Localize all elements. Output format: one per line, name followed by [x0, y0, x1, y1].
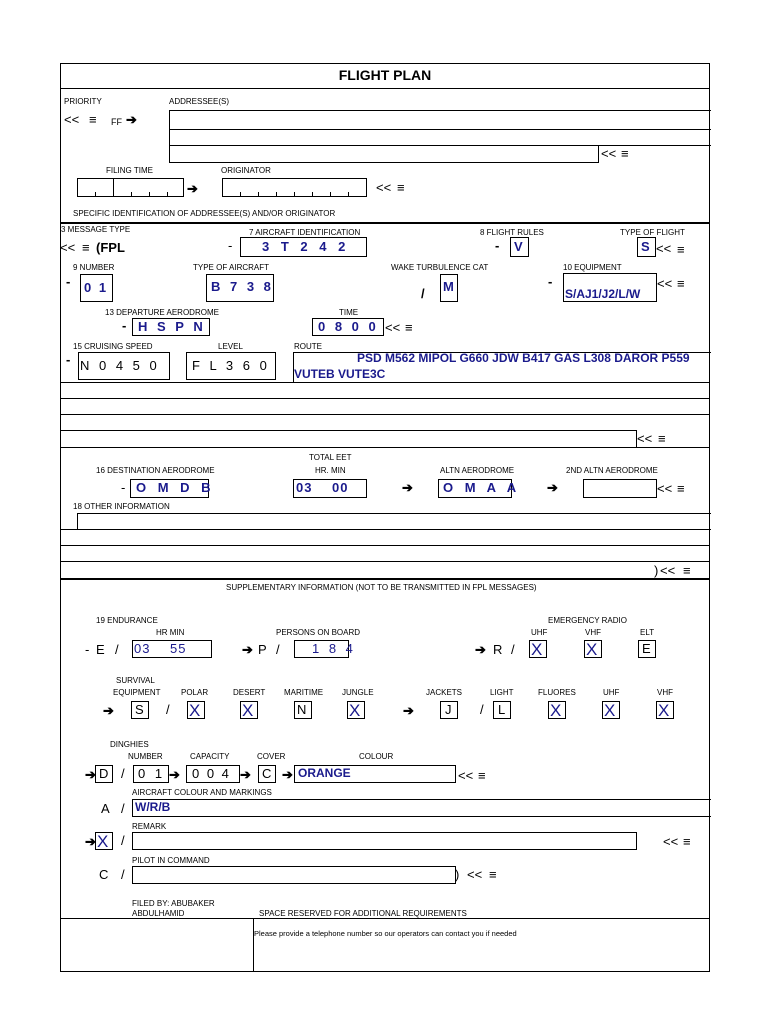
vhf-label: VHF [585, 628, 601, 637]
aircraft-colour-label: AIRCRAFT COLOUR AND MARKINGS [132, 788, 272, 797]
maritime-label: MARITIME [284, 688, 324, 697]
dash-symbol: - [66, 352, 71, 367]
divider [60, 529, 710, 530]
arrow-icon: ➔ [282, 767, 293, 782]
dinghies-label: DINGHIES [110, 740, 149, 749]
eq-symbol: ≡ [677, 481, 685, 496]
remark-field[interactable] [132, 832, 637, 850]
divider-vertical [253, 918, 254, 972]
departure-value: H S P N [138, 319, 206, 334]
endurance-label: 19 ENDURANCE [96, 616, 158, 625]
lt-symbol: << [64, 112, 80, 127]
slash-symbol: / [121, 833, 125, 848]
dash-symbol: - [85, 642, 90, 657]
originator-label: ORIGINATOR [221, 166, 271, 175]
level-value: F L 3 6 0 [192, 358, 270, 373]
eet-min-value: 00 [332, 480, 349, 495]
lt-symbol: << [601, 146, 617, 161]
route-value-line2: VUTEB VUTE3C [294, 367, 386, 381]
eq-symbol: ≡ [677, 242, 685, 257]
altn-value: O M A A [443, 480, 521, 495]
tick [294, 192, 295, 197]
eq-symbol: ≡ [489, 867, 497, 882]
flight-rules-value: V [514, 239, 524, 254]
filing-time-label: FILING TIME [106, 166, 153, 175]
eq-symbol: ≡ [82, 240, 90, 255]
tick [149, 192, 150, 197]
eq-symbol: ≡ [405, 320, 413, 335]
dinghy-cover-value: C [262, 766, 272, 781]
eq-symbol: ≡ [683, 834, 691, 849]
divider [60, 88, 710, 89]
r-letter: R [493, 642, 503, 657]
type-of-aircraft-value: B 7 3 8 [211, 279, 274, 294]
divider [60, 545, 710, 546]
e-letter: E [96, 642, 105, 657]
arrow-icon: ➔ [169, 767, 180, 782]
arrow-icon: ➔ [85, 767, 96, 782]
equipment-value: S/AJ1/J2/L/W [565, 287, 641, 301]
other-info-field[interactable] [77, 513, 711, 530]
pilot-field[interactable] [132, 866, 456, 884]
time-label: TIME [339, 308, 359, 317]
eq-symbol: ≡ [677, 276, 685, 291]
dash-symbol: - [122, 318, 127, 333]
number-value: 0 1 [84, 280, 109, 295]
addressees-label: ADDRESSEE(S) [169, 97, 230, 106]
destination-value: O M D B [136, 480, 215, 495]
slash-symbol: / [511, 642, 515, 657]
eq-symbol: ≡ [89, 112, 97, 127]
equipment-label: 10 EQUIPMENT [563, 263, 622, 272]
message-type-label: 3 MESSAGE TYPE [61, 225, 131, 234]
remark-x-mark: X [97, 832, 109, 851]
lt-symbol: << [657, 276, 673, 291]
type-of-flight-value: S [641, 239, 651, 254]
wake-cat-value: M [443, 279, 455, 294]
tick [258, 192, 259, 197]
polar-x-mark: X [189, 701, 201, 720]
eq-symbol: ≡ [397, 180, 405, 195]
type-of-aircraft-label: TYPE OF AIRCRAFT [193, 263, 270, 272]
wake-cat-label: WAKE TURBULENCE CAT [391, 263, 489, 272]
endurance-min-value: 55 [170, 641, 187, 656]
vhf2-label: VHF [657, 688, 673, 697]
desert-x-mark: X [242, 701, 254, 720]
pilot-label: PILOT IN COMMAND [132, 856, 210, 865]
arrow-icon: ➔ [242, 642, 253, 657]
divider [60, 398, 710, 399]
divider [60, 382, 710, 383]
dash-symbol: - [495, 238, 500, 253]
arrow-icon: ➔ [126, 112, 137, 127]
altn-label: ALTN AERODROME [440, 466, 515, 475]
flight-rules-label: 8 FLIGHT RULES [480, 228, 544, 237]
altn2-field[interactable] [583, 479, 657, 498]
eq-symbol: ≡ [683, 563, 691, 578]
route-continuation-field[interactable] [60, 430, 637, 448]
arrow-icon: ➔ [403, 703, 414, 718]
maritime-value: N [297, 702, 307, 717]
slash-symbol: / [121, 766, 125, 781]
arrow-icon: ➔ [240, 767, 251, 782]
jacket-uhf-x-mark: X [604, 701, 616, 720]
lt-symbol: << [385, 320, 401, 335]
uhf-x-mark: X [531, 640, 543, 659]
tick [131, 192, 132, 197]
destination-label: 16 DESTINATION AERODROME [96, 466, 215, 475]
slash-symbol: / [115, 642, 119, 657]
elt-value: E [642, 641, 651, 656]
type-of-flight-label: TYPE OF FLIGHT [620, 228, 685, 237]
cruising-speed-label: 15 CRUISING SPEED [73, 342, 153, 351]
fpl-label: (FPL [96, 240, 125, 255]
slash-symbol: / [121, 867, 125, 882]
paren-symbol: ) [654, 563, 659, 578]
jacket-vhf-x-mark: X [658, 701, 670, 720]
cover-label: COVER [257, 752, 286, 761]
aircraft-id-label: 7 AIRCRAFT IDENTIFICATION [249, 228, 361, 237]
fluores-label: FLUORES [538, 688, 576, 697]
lt-symbol: << [60, 240, 76, 255]
tick [348, 192, 349, 197]
remark-label: REMARK [132, 822, 167, 831]
specific-id-label: SPECIFIC IDENTIFICATION OF ADDRESSEE(S) AND/OR ORIGINATOR [73, 209, 336, 218]
slash-symbol: / [480, 702, 484, 717]
eq-symbol: ≡ [621, 146, 629, 161]
supplementary-label: SUPPLEMENTARY INFORMATION (NOT TO BE TRANSMITTED IN FPL MESSAGES) [226, 583, 537, 592]
pob-label: PERSONS ON BOARD [276, 628, 361, 637]
addressee-field-3[interactable] [169, 145, 599, 163]
uhf-label: UHF [531, 628, 548, 637]
route-value-line1: PSD M562 MIPOL G660 JDW B417 GAS L308 DAROR P559 [357, 351, 690, 365]
lt-symbol: << [660, 563, 676, 578]
slash-symbol: / [121, 801, 125, 816]
ff-label: FF [111, 117, 122, 127]
lt-symbol: << [657, 481, 673, 496]
eq-symbol: ≡ [478, 768, 486, 783]
tick [95, 192, 96, 197]
arrow-icon: ➔ [85, 834, 96, 849]
aircraft-colour-value: W/R/B [135, 800, 171, 814]
divider [60, 414, 710, 415]
arrow-icon: ➔ [475, 642, 486, 657]
pob-value: 1 8 4 [312, 641, 356, 656]
altn2-label: 2ND ALTN AERODROME [566, 466, 658, 475]
filed-by-line2: ABDULHAMID [132, 909, 185, 918]
polar-label: POLAR [181, 688, 209, 697]
capacity-label: CAPACITY [190, 752, 230, 761]
tick [312, 192, 313, 197]
aircraft-id-value: 3 T 2 4 2 [262, 239, 350, 254]
dash-symbol: - [228, 238, 233, 253]
c-letter: C [99, 867, 109, 882]
time-value: 0 8 0 0 [318, 319, 379, 334]
lt-symbol: << [637, 431, 653, 446]
divider [60, 578, 710, 580]
tick [113, 178, 114, 197]
dinghy-colour-value: ORANGE [298, 766, 351, 780]
lt-symbol: << [376, 180, 392, 195]
divider [60, 447, 710, 448]
survival-s-value: S [135, 702, 144, 717]
arrow-icon: ➔ [103, 703, 114, 718]
arrow-icon: ➔ [187, 181, 198, 196]
lt-symbol: << [663, 834, 679, 849]
divider [60, 222, 710, 224]
jackets-j-value: J [445, 702, 452, 717]
slash-symbol: / [276, 642, 280, 657]
dash-symbol: - [121, 480, 126, 495]
route-label: ROUTE [294, 342, 322, 351]
uhf2-label: UHF [603, 688, 620, 697]
equipment2-label: EQUIPMENT [113, 688, 161, 697]
dinghy-number-value: 0 1 [138, 766, 166, 781]
colour-label: COLOUR [359, 752, 394, 761]
aircraft-colour-field[interactable] [132, 799, 711, 817]
hr-min2-label: HR MIN [156, 628, 185, 637]
dinghy-capacity-value: 0 0 4 [192, 766, 231, 781]
tick [330, 192, 331, 197]
arrow-icon: ➔ [547, 480, 558, 495]
filed-by-line1: FILED BY: ABUBAKER [132, 899, 215, 908]
eq-symbol: ≡ [658, 431, 666, 446]
note-text: Please provide a telephone number so our operators can contact you if needed [254, 929, 517, 938]
dinghy-number-label: NUMBER [128, 752, 163, 761]
survival-label: SURVIVAL [116, 676, 155, 685]
a-letter: A [101, 801, 110, 816]
tick [240, 192, 241, 197]
addressee-field-2[interactable] [169, 129, 711, 146]
cruising-speed-value: N 0 4 5 0 [80, 358, 160, 373]
hr-min-label: HR. MIN [315, 466, 346, 475]
desert-label: DESERT [233, 688, 266, 697]
paren-symbol: ) [455, 867, 460, 882]
jungle-label: JUNGLE [342, 688, 374, 697]
elt-label: ELT [640, 628, 655, 637]
lt-symbol: << [656, 241, 672, 256]
level-label: LEVEL [218, 342, 243, 351]
other-info-label: 18 OTHER INFORMATION [73, 502, 170, 511]
arrow-icon: ➔ [402, 480, 413, 495]
jackets-label: JACKETS [426, 688, 463, 697]
eet-hr-value: 03 [296, 480, 313, 495]
jungle-x-mark: X [349, 701, 361, 720]
light-label: LIGHT [490, 688, 514, 697]
divider [60, 918, 710, 919]
endurance-hr-value: 03 [134, 641, 151, 656]
slash-symbol: / [421, 286, 425, 301]
slash-symbol: / [166, 702, 170, 717]
departure-label: 13 DEPARTURE AERODROME [105, 308, 219, 317]
p-letter: P [258, 642, 267, 657]
addressee-field-1[interactable] [169, 110, 711, 130]
light-value: L [498, 702, 506, 717]
lt-symbol: << [458, 768, 474, 783]
tick [276, 192, 277, 197]
divider [60, 561, 710, 562]
vhf-x-mark: X [586, 640, 598, 659]
total-eet-label: TOTAL EET [309, 453, 352, 462]
priority-label: PRIORITY [64, 97, 102, 106]
space-reserved-label: SPACE RESERVED FOR ADDITIONAL REQUIREMENTS [259, 909, 467, 918]
dash-symbol: - [548, 274, 553, 289]
lt-symbol: << [467, 867, 483, 882]
form-title: FLIGHT PLAN [338, 67, 432, 83]
dash-symbol: - [66, 274, 71, 289]
emergency-radio-label: EMERGENCY RADIO [548, 616, 627, 625]
tick [167, 192, 168, 197]
fluores-x-mark: X [550, 701, 562, 720]
dinghy-d-value: D [99, 766, 109, 781]
number-label: 9 NUMBER [73, 263, 115, 272]
